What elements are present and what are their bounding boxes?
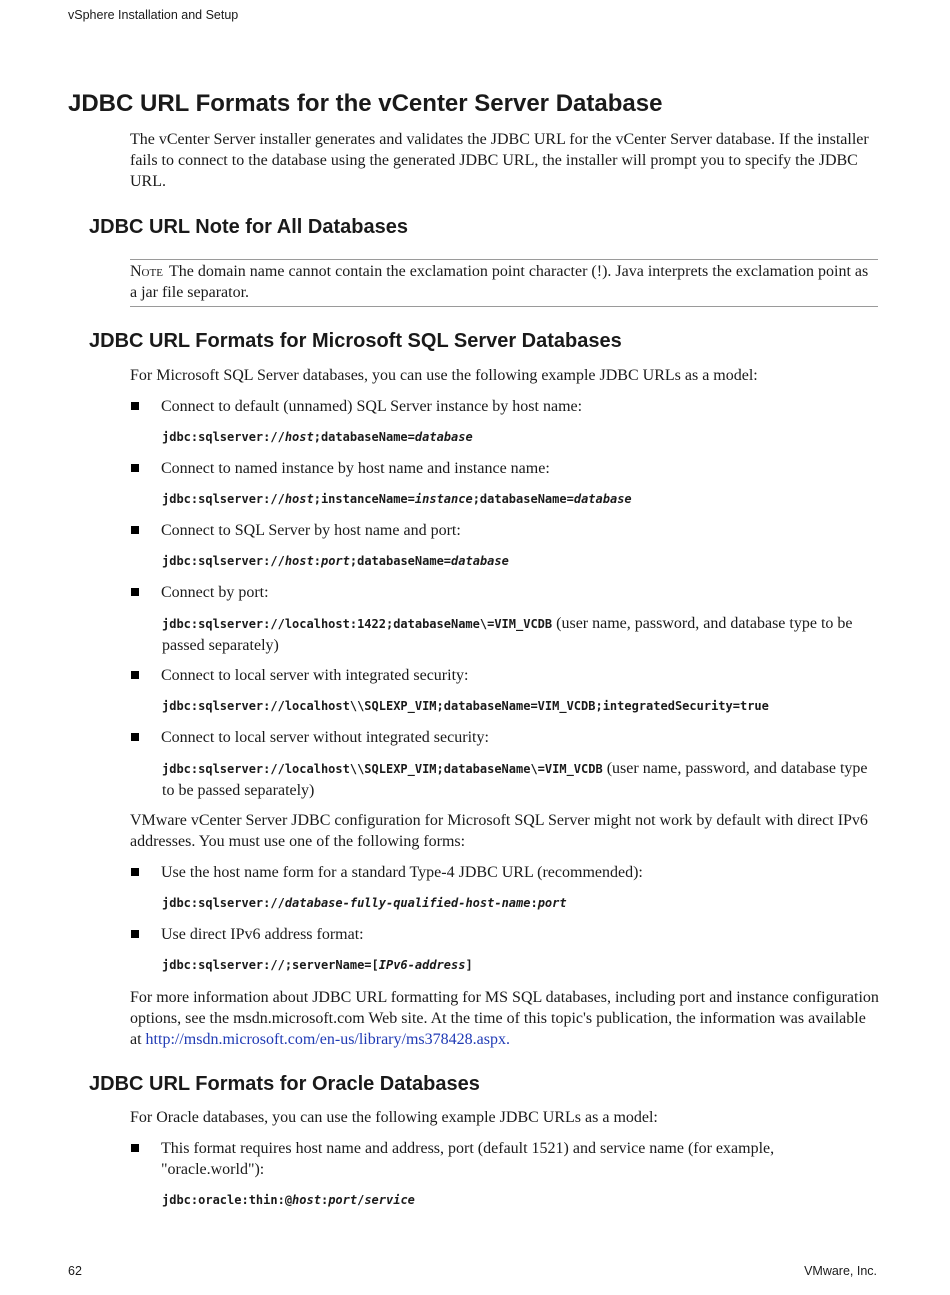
list-item: Connect to local server with integrated security: xyxy=(161,665,879,686)
code-example: jdbc:oracle:thin:@host:port/service xyxy=(162,1193,415,1207)
oracle-section-heading: JDBC URL Formats for Oracle Databases xyxy=(89,1073,480,1095)
bullet-icon xyxy=(131,671,139,679)
list-item: Connect to SQL Server by host name and port: xyxy=(161,520,879,541)
bullet-icon xyxy=(131,733,139,741)
msdn-link[interactable]: http://msdn.microsoft.com/en-us/library/ms378428.aspx. xyxy=(145,1031,510,1048)
bullet-icon xyxy=(131,930,139,938)
bullet-icon xyxy=(131,402,139,410)
list-item: Use direct IPv6 address format: xyxy=(161,924,879,945)
page-title: JDBC URL Formats for the vCenter Server Database xyxy=(68,90,663,117)
code-example: jdbc:sqlserver://localhost:1422;databaseName\=VIM_VCDB (user name, password, and database type to be passed separately) xyxy=(162,615,853,654)
list-item: Connect to named instance by host name and instance name: xyxy=(161,458,879,479)
code-example: jdbc:sqlserver://host;databaseName=database xyxy=(162,430,473,444)
list-item: Connect to default (unnamed) SQL Server instance by host name: xyxy=(161,396,879,417)
bullet-icon xyxy=(131,526,139,534)
note-box xyxy=(130,259,878,307)
code-example: jdbc:sqlserver://host;instanceName=instance;databaseName=database xyxy=(162,492,632,506)
list-item: Connect by port: xyxy=(161,582,879,603)
intro-paragraph: The vCenter Server installer generates and validates the JDBC URL for the vCenter Server database. If the installer fails to connect to the database using the generated JDBC URL, the installer will prompt you to specify the JDBC URL. xyxy=(130,131,869,190)
bullet-icon xyxy=(131,868,139,876)
note-text: The domain name cannot contain the exclamation point character (!). Java interprets the exclamation point as a jar file separator. xyxy=(130,263,869,301)
oracle-intro: For Oracle databases, you can use the following example JDBC URLs as a model: xyxy=(130,1109,658,1126)
list-item: Use the host name form for a standard Type-4 JDBC URL (recommended): xyxy=(161,862,879,883)
note-section-heading: JDBC URL Note for All Databases xyxy=(89,216,408,238)
list-item: Connect to local server without integrated security: xyxy=(161,727,879,748)
running-header: vSphere Installation and Setup xyxy=(68,8,239,22)
bullet-icon xyxy=(131,1144,139,1152)
code-example: jdbc:sqlserver://;serverName=[IPv6-address] xyxy=(162,958,473,972)
code-example: jdbc:sqlserver://database-fully-qualified-host-name:port xyxy=(162,896,567,910)
code-example: jdbc:sqlserver://host:port;databaseName=database xyxy=(162,554,509,568)
bullet-icon xyxy=(131,464,139,472)
code-example: jdbc:sqlserver://localhost\\SQLEXP_VIM;databaseName\=VIM_VCDB (user name, password, and database type to be passed separately) xyxy=(162,760,868,799)
code-example: jdbc:sqlserver://localhost\\SQLEXP_VIM;databaseName=VIM_VCDB;integratedSecurity=true xyxy=(162,699,769,713)
footer-company: VMware, Inc. xyxy=(804,1264,877,1278)
mssql-intro: For Microsoft SQL Server databases, you can use the following example JDBC URLs as a model: xyxy=(130,367,758,384)
page-number: 62 xyxy=(68,1264,82,1278)
mssql-section-heading: JDBC URL Formats for Microsoft SQL Server Databases xyxy=(89,330,622,352)
bullet-icon xyxy=(131,588,139,596)
ipv6-paragraph: VMware vCenter Server JDBC configuration for Microsoft SQL Server might not work by default with direct IPv6 addresses. You must use one of the following forms: xyxy=(130,812,868,850)
note-label: Note xyxy=(130,263,163,280)
more-info-paragraph: For more information about JDBC URL formatting for MS SQL databases, including port and instance configuration options, see the msdn.microsoft.com Web site. At the time of this topic's publication, the information was available at http://msdn.microsoft.com/en-us/library/ms378428.aspx. xyxy=(130,989,879,1048)
list-item: This format requires host name and address, port (default 1521) and service name (for example, "oracle.world"): xyxy=(161,1138,879,1180)
